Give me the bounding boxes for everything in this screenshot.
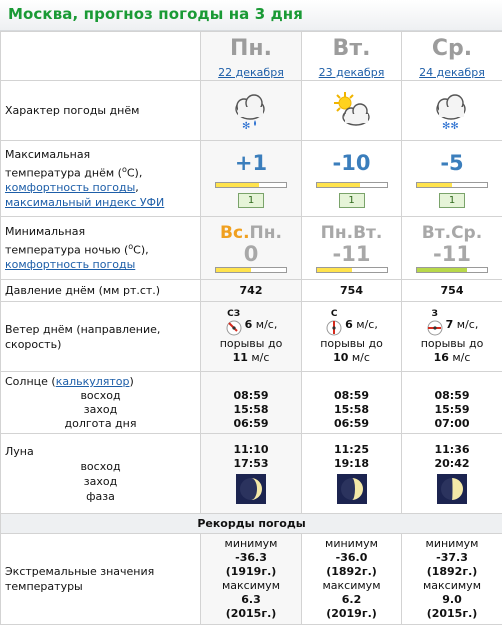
sunrise-time: 08:59 [233, 388, 269, 402]
weather-cell-2 [402, 81, 502, 141]
comfort-bar-fill [216, 183, 259, 187]
rec-min-year: (1892г.) [426, 565, 478, 578]
wind-speed: 6 [345, 317, 353, 331]
rec-max-year: (2015г.) [225, 607, 277, 620]
sunrise-time: 08:59 [434, 388, 470, 402]
sunset-label: заход [83, 403, 118, 416]
night-label-a: Вт. [421, 223, 452, 243]
wind-unit: м/с, [456, 317, 479, 331]
gust-unit: м/с [452, 350, 471, 364]
sunset-time: 15:58 [233, 402, 269, 416]
rec-min-year: (1919г.) [225, 565, 277, 578]
pressure-value: 742 [201, 280, 302, 302]
day-date-link[interactable]: 23 декабря [318, 65, 385, 79]
pressure-value: 754 [302, 280, 402, 302]
wind-speed: 6 [244, 317, 253, 331]
rec-max: 6.2 [341, 593, 362, 606]
rec-min-year: (1892г.) [326, 565, 377, 578]
rec-max-label: максимум [322, 579, 381, 592]
moon-row [1, 434, 502, 514]
moonrise-time: 11:25 [333, 443, 369, 456]
rec-max-label: максимум [423, 579, 481, 592]
sunset-time: 15:58 [333, 402, 369, 416]
night-label-b: Пн. [249, 223, 282, 243]
wind-direction: З [431, 308, 438, 319]
night-comfort-bar [416, 267, 488, 273]
gust-label: порывы до [420, 336, 484, 350]
max-temp-cell-2 [402, 141, 502, 217]
cloud-snow-rain-icon [229, 89, 273, 133]
sun-cell-2 [402, 372, 502, 434]
sun-calculator-link[interactable]: калькулятор [55, 375, 130, 388]
max-temp-text-1: Максимальная [5, 147, 91, 161]
gust-value: 11 [232, 350, 248, 364]
records-row [1, 534, 502, 625]
uvi-link[interactable]: максимальный индекс УФИ [5, 196, 165, 210]
gust-value: 10 [333, 350, 349, 364]
min-temp-label [1, 217, 201, 280]
day-header-2 [402, 32, 502, 81]
night-label [302, 223, 401, 243]
moonset-time: 20:42 [434, 457, 470, 470]
wind-unit: м/с, [356, 317, 378, 331]
sunset-time: 15:59 [434, 402, 470, 416]
moonphase-label: фаза [86, 489, 115, 503]
wind-label: Ветер днём (направление, скорость) [1, 302, 201, 372]
day-name: Вт. [332, 35, 371, 61]
comfort-bar [316, 182, 388, 188]
night-label [201, 223, 301, 243]
record-cell-1 [302, 534, 402, 625]
rec-max-year: (2019г.) [326, 607, 377, 620]
uvi-badge: 1 [339, 193, 365, 208]
degree-sup: o [128, 241, 134, 251]
max-temp-text-2: температура днём ( [5, 166, 122, 180]
gust-unit: м/с [351, 350, 370, 364]
night-label-b: Вт. [353, 223, 383, 243]
daylength-label: долгота дня [64, 417, 137, 430]
wind-row [1, 302, 502, 372]
corner-cell [1, 32, 201, 81]
sun-cell-1 [302, 372, 402, 434]
max-temp-cell-0 [201, 141, 302, 217]
daylength-time: 07:00 [434, 416, 470, 430]
comfort-bar [215, 182, 287, 188]
sunrise-label: восход [80, 389, 121, 402]
svg-text:✻: ✻ [242, 120, 251, 132]
night-temp: -11 [433, 242, 471, 266]
svg-text:✻✻: ✻✻ [442, 120, 459, 132]
wind-unit: м/с, [255, 317, 278, 331]
night-comfort-fill [317, 268, 352, 272]
wind-speed: 7 [445, 317, 454, 331]
min-temp-text-1: Минимальная [5, 224, 86, 238]
daylength-time: 06:59 [233, 416, 269, 430]
moon-cell-1 [302, 434, 402, 514]
moonrise-label: восход [80, 459, 121, 473]
wind-direction: С [330, 308, 338, 319]
gust-value: 16 [433, 350, 449, 364]
min-temp-row [1, 217, 502, 280]
sun-title: Солнце ( [5, 375, 56, 388]
page-title: Москва, прогноз погоды на 3 дня [8, 5, 303, 23]
uvi-badge: 1 [439, 193, 465, 208]
title-bar [0, 0, 502, 31]
moonrise-time: 11:10 [233, 443, 269, 456]
moonrise-time: 11:36 [434, 443, 470, 456]
comfort-link-2[interactable]: комфортность погоды [5, 258, 136, 272]
weather-row [1, 81, 502, 141]
night-comfort-fill [216, 268, 251, 272]
compass-arrow-icon [426, 319, 444, 337]
moon-phase-icon [236, 474, 266, 504]
rec-min: -36.0 [335, 551, 368, 564]
day-date-link[interactable]: 24 декабря [419, 65, 485, 79]
wind-cell-1 [302, 302, 402, 372]
gust-unit: м/с [251, 350, 270, 364]
rec-max-year: (2015г.) [426, 607, 478, 620]
sun-label [1, 372, 201, 434]
moon-phase-icon [337, 474, 367, 504]
weather-cell-1 [302, 81, 402, 141]
compass-arrow-icon [225, 319, 243, 337]
sun-close-paren: ) [129, 375, 134, 388]
comfort-bar [416, 182, 488, 188]
wind-direction: СЗ [227, 308, 241, 319]
moonset-label: заход [83, 474, 118, 488]
moon-cell-0 [201, 434, 302, 514]
night-comfort-fill [417, 268, 467, 272]
wind-cell-2 [402, 302, 502, 372]
moon-title: Луна [5, 444, 34, 458]
sunrise-time: 08:59 [333, 388, 369, 402]
day-name: Ср. [431, 35, 473, 61]
records-header-row [1, 514, 502, 534]
rec-min-label: минимум [224, 537, 278, 550]
record-cell-2 [402, 534, 502, 625]
forecast-table [0, 31, 502, 625]
weather-cell-0 [201, 81, 302, 141]
records-header: Рекорды погоды [1, 514, 502, 534]
day-temp: +1 [234, 150, 268, 175]
record-cell-0 [201, 534, 302, 625]
moon-label [1, 434, 201, 514]
wind-cell-0 [201, 302, 302, 372]
day-header-1 [302, 32, 402, 81]
rec-max: 6.3 [241, 593, 261, 606]
pressure-value: 754 [402, 280, 502, 302]
night-comfort-bar [215, 267, 287, 273]
day-date-link[interactable]: 22 декабря [218, 65, 284, 79]
comma: , [135, 181, 139, 195]
moonset-time: 17:53 [233, 457, 269, 470]
gust-label: порывы до [320, 336, 383, 350]
weather-label: Характер погоды днём [1, 81, 201, 141]
sun-row [1, 372, 502, 434]
pressure-row [1, 280, 502, 302]
cloud-snow-icon [430, 89, 474, 133]
day-header-row [1, 32, 502, 81]
night-comfort-bar [316, 267, 388, 273]
comfort-bar-fill [417, 183, 452, 187]
min-temp-text-3: C), [133, 243, 149, 257]
rec-max-label: максимум [222, 579, 280, 592]
min-temp-cell-0 [201, 217, 302, 280]
max-temp-text-3: C), [126, 166, 143, 180]
rec-max: 9.0 [442, 593, 462, 606]
day-name: Пн. [230, 35, 272, 61]
max-temp-label [1, 141, 201, 217]
moonset-time: 19:18 [333, 457, 369, 470]
rec-min-label: минимум [325, 537, 378, 550]
night-label-a: Пн. [320, 223, 354, 243]
moon-cell-2 [402, 434, 502, 514]
min-temp-text-2: температура ночью ( [5, 243, 129, 257]
day-temp: -10 [332, 150, 371, 175]
pressure-label: Давление днём (мм рт.ст.) [1, 280, 201, 302]
night-label-b: Ср. [451, 223, 483, 243]
min-temp-cell-1 [302, 217, 402, 280]
gust-label: порывы до [219, 336, 283, 350]
extremes-label: Экстремальные значения температуры [1, 534, 201, 625]
night-label-a: Вс. [220, 223, 250, 243]
sun-cloud-icon [329, 89, 375, 133]
daylength-time: 06:59 [333, 416, 369, 430]
night-temp: 0 [243, 242, 259, 266]
compass-arrow-icon [325, 319, 343, 337]
sun-cell-0 [201, 372, 302, 434]
moon-phase-icon [437, 474, 467, 504]
night-temp: -11 [332, 242, 371, 266]
rec-min-label: минимум [425, 537, 479, 550]
comfort-link[interactable]: комфортность погоды [5, 181, 136, 195]
uvi-badge: 1 [238, 193, 264, 208]
max-temp-cell-1 [302, 141, 402, 217]
rec-min: -36.3 [235, 551, 267, 564]
comfort-bar-fill [317, 183, 360, 187]
min-temp-cell-2 [402, 217, 502, 280]
rec-min: -37.3 [436, 551, 468, 564]
day-header-0 [201, 32, 302, 81]
degree-sup: o [121, 164, 127, 174]
night-label [402, 223, 502, 243]
max-temp-row [1, 141, 502, 217]
day-temp: -5 [440, 150, 464, 175]
